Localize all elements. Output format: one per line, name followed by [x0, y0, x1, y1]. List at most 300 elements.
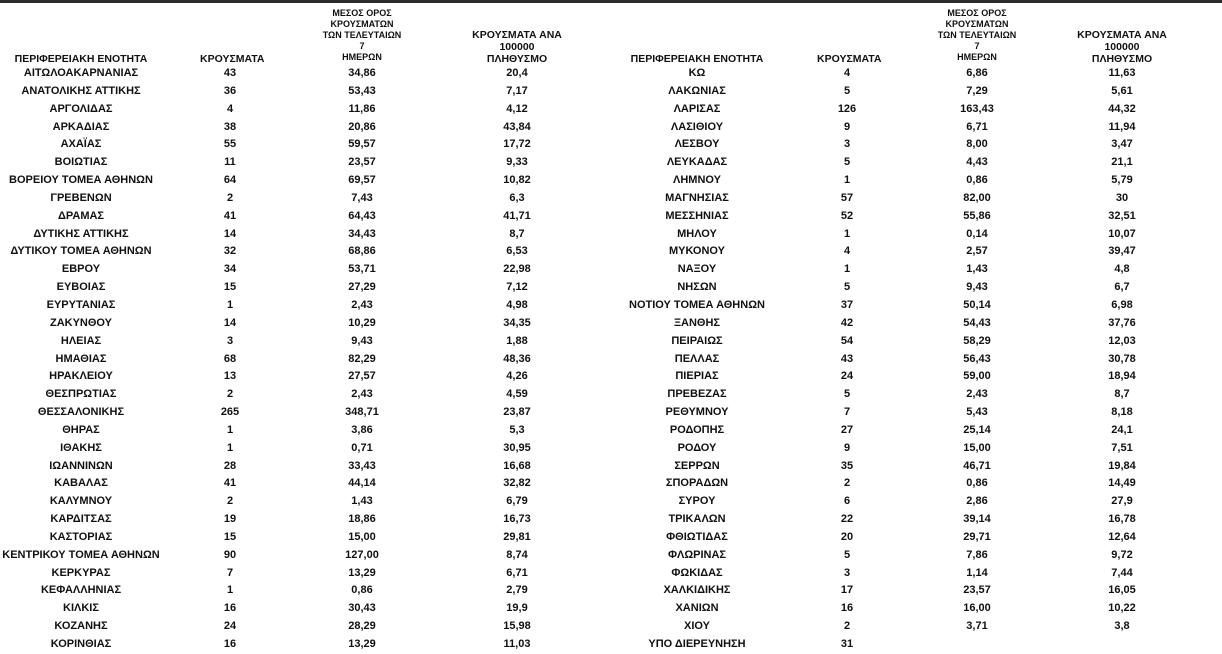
- table-row: [612, 65, 1222, 83]
- table-row: [612, 618, 1222, 636]
- region-cell: ΔΡΑΜΑΣ: [57, 209, 105, 222]
- table-row: [612, 565, 1222, 583]
- cases-cell: 5: [843, 388, 851, 401]
- per100k-cell: 19,9: [506, 602, 528, 615]
- region-cell: ΛΑΚΩΝΙΑΣ: [668, 84, 726, 97]
- left-table-body: [2, 65, 612, 654]
- avg7-cell: 1,14: [966, 566, 988, 579]
- per100k-cell: 17,72: [503, 138, 531, 151]
- region-cell: ΕΒΡΟΥ: [61, 263, 101, 276]
- avg7-cell: 23,57: [963, 584, 991, 597]
- avg7-cell: 39,14: [963, 513, 991, 526]
- cases-cell: 43: [840, 352, 854, 365]
- avg7-cell: 82,29: [348, 352, 376, 365]
- table-row: [612, 511, 1222, 529]
- table-row: [2, 618, 612, 636]
- region-cell: ΘΗΡΑΣ: [62, 423, 100, 436]
- cases-cell: 4: [226, 102, 234, 115]
- avg7-cell: 0,86: [351, 584, 373, 597]
- avg7-cell: 16,00: [963, 602, 991, 615]
- cases-cell: 57: [840, 191, 854, 204]
- cases-cell: 2: [843, 477, 851, 490]
- avg7-cell: 59,00: [963, 370, 991, 383]
- per100k-cell: 6,3: [509, 191, 525, 204]
- avg7-cell: 44,14: [348, 477, 376, 490]
- table-row: [2, 440, 612, 458]
- avg7-cell: 18,86: [348, 513, 376, 526]
- cases-cell: 24: [840, 370, 854, 383]
- cases-cell: 64: [223, 174, 237, 187]
- header-cases: ΚΡΟΥΣΜΑΤΑ: [200, 53, 265, 65]
- region-cell: ΤΡΙΚΑΛΩΝ: [668, 513, 726, 526]
- table-row: [612, 547, 1222, 565]
- avg7-cell: 348,71: [345, 406, 379, 419]
- per100k-cell: 30,95: [503, 441, 531, 454]
- avg7-cell: 34,43: [348, 227, 376, 240]
- region-cell: ΚΟΖΑΝΗΣ: [54, 620, 108, 633]
- region-cell: ΧΑΛΚΙΔΙΚΗΣ: [663, 584, 731, 597]
- cases-cell: 41: [223, 477, 237, 490]
- table-row: [612, 333, 1222, 351]
- avg7-cell: 13,29: [348, 638, 376, 650]
- avg7-cell: 9,43: [351, 334, 373, 347]
- region-cell: ΚΕΡΚΥΡΑΣ: [51, 566, 111, 579]
- table-row: [2, 83, 612, 101]
- cases-cell: 2: [843, 620, 851, 633]
- cases-cell: 68: [223, 352, 237, 365]
- cases-cell: 1: [226, 298, 234, 311]
- table-row: [612, 261, 1222, 279]
- table-row: [612, 119, 1222, 137]
- per100k-cell: 4,59: [506, 388, 528, 401]
- cases-cell: 24: [223, 620, 237, 633]
- cases-cell: 90: [223, 548, 237, 561]
- per100k-cell: 41,71: [503, 209, 531, 222]
- cases-cell: 37: [840, 298, 854, 311]
- avg7-cell: 4,43: [966, 156, 988, 169]
- region-cell: ΒΟΙΩΤΙΑΣ: [54, 156, 108, 169]
- per100k-cell: 11,94: [1108, 120, 1136, 133]
- avg7-cell: 1,43: [351, 495, 373, 508]
- cases-cell: 3: [843, 566, 851, 579]
- cases-cell: 34: [223, 263, 237, 276]
- table-row: [2, 101, 612, 119]
- table-row: [612, 315, 1222, 333]
- region-cell: ΡΟΔΟΥ: [677, 441, 717, 454]
- table-row: [2, 582, 612, 600]
- header-region: ΠΕΡΙΦΕΡΕΙΑΚΗ ΕΝΟΤΗΤΑ: [14, 53, 148, 65]
- avg7-cell: 29,71: [963, 530, 991, 543]
- region-cell: ΚΕΦΑΛΛΗΝΙΑΣ: [40, 584, 122, 597]
- per100k-cell: 1,88: [506, 334, 528, 347]
- header-per100k: ΚΡΟΥΣΜΑΤΑ ΑΝΑ 100000 ΠΛΗΘΥΣΜΟ: [1077, 29, 1167, 65]
- left-table-header: [2, 8, 612, 65]
- avg7-cell: 55,86: [963, 209, 991, 222]
- region-cell: ΧΙΟΥ: [684, 620, 710, 633]
- header-per100k: ΚΡΟΥΣΜΑΤΑ ΑΝΑ 100000 ΠΛΗΘΥΣΜΟ: [472, 29, 562, 65]
- per100k-cell: 16,78: [1108, 513, 1136, 526]
- region-cell: ΗΜΑΘΙΑΣ: [55, 352, 107, 365]
- region-cell: ΑΙΤΩΛΟΑΚΑΡΝΑΝΙΑΣ: [23, 67, 139, 79]
- per100k-cell: 2,79: [506, 584, 528, 597]
- avg7-cell: 15,00: [348, 530, 376, 543]
- table-row: [612, 386, 1222, 404]
- region-cell: ΙΘΑΚΗΣ: [60, 441, 102, 454]
- cases-cell: 28: [223, 459, 237, 472]
- table-row: [612, 582, 1222, 600]
- region-cell: ΦΘΙΩΤΙΔΑΣ: [666, 530, 728, 543]
- per100k-cell: 15,98: [503, 620, 531, 633]
- cases-cell: 9: [843, 120, 851, 133]
- right-table: [612, 8, 1222, 654]
- cases-cell: 42: [840, 316, 854, 329]
- right-table-header: [612, 8, 1222, 65]
- table-row: [2, 154, 612, 172]
- per100k-cell: 4,12: [506, 102, 528, 115]
- avg7-cell: 20,86: [348, 120, 376, 133]
- cases-cell: 5: [843, 548, 851, 561]
- avg7-cell: 34,86: [348, 67, 376, 79]
- avg7-cell: 53,71: [348, 263, 376, 276]
- cases-cell: 31: [840, 638, 854, 650]
- per100k-cell: 29,81: [503, 530, 531, 543]
- avg7-cell: 7,86: [966, 548, 988, 561]
- region-cell: ΜΥΚΟΝΟΥ: [668, 245, 726, 258]
- region-cell: ΖΑΚΥΝΘΟΥ: [49, 316, 113, 329]
- region-cell: ΡΕΘΥΜΝΟΥ: [665, 406, 729, 419]
- per100k-cell: 32,51: [1108, 209, 1136, 222]
- cases-cell: 1: [226, 584, 234, 597]
- avg7-cell: 127,00: [345, 548, 379, 561]
- cases-cell: 35: [840, 459, 854, 472]
- cases-cell: 6: [843, 495, 851, 508]
- region-cell: ΛΑΣΙΘΙΟΥ: [670, 120, 724, 133]
- per100k-cell: 22,98: [503, 263, 531, 276]
- cases-cell: 16: [223, 602, 237, 615]
- region-cell: ΚΕΝΤΡΙΚΟΥ ΤΟΜΕΑ ΑΘΗΝΩΝ: [2, 548, 160, 561]
- cases-cell: 1: [843, 227, 851, 240]
- table-row: [612, 136, 1222, 154]
- cases-cell: 5: [843, 84, 851, 97]
- table-row: [2, 226, 612, 244]
- cases-cell: 4: [843, 67, 851, 79]
- region-cell: ΜΕΣΣΗΝΙΑΣ: [665, 209, 729, 222]
- cases-cell: 55: [223, 138, 237, 151]
- avg7-cell: 64,43: [348, 209, 376, 222]
- region-cell: ΠΙΕΡΙΑΣ: [675, 370, 719, 383]
- cases-cell: 16: [840, 602, 854, 615]
- table-row: [2, 119, 612, 137]
- region-cell: ΛΑΡΙΣΑΣ: [673, 102, 721, 115]
- right-table-body: [612, 65, 1222, 654]
- region-cell: ΦΩΚΙΔΑΣ: [671, 566, 723, 579]
- avg7-cell: 163,43: [960, 102, 994, 115]
- per100k-cell: 8,7: [1114, 388, 1130, 401]
- per100k-cell: 18,94: [1108, 370, 1136, 383]
- avg7-cell: 27,57: [348, 370, 376, 383]
- cases-cell: 14: [223, 316, 237, 329]
- per100k-cell: 3,47: [1111, 138, 1133, 151]
- header-region: ΠΕΡΙΦΕΡΕΙΑΚΗ ΕΝΟΤΗΤΑ: [630, 53, 764, 65]
- table-row: [2, 565, 612, 583]
- per100k-cell: 8,7: [509, 227, 525, 240]
- cases-cell: 19: [223, 513, 237, 526]
- region-cell: ΞΑΝΘΗΣ: [673, 316, 721, 329]
- region-cell: ΔΥΤΙΚΟΥ ΤΟΜΕΑ ΑΘΗΝΩΝ: [10, 245, 152, 258]
- avg7-cell: 2,86: [966, 495, 988, 508]
- avg7-cell: 0,86: [966, 477, 988, 490]
- per100k-cell: 6,71: [506, 566, 528, 579]
- avg7-cell: 2,43: [351, 388, 373, 401]
- cases-cell: 1: [226, 423, 234, 436]
- top-border: [0, 0, 1222, 3]
- avg7-cell: 28,29: [348, 620, 376, 633]
- per100k-cell: 3,8: [1114, 620, 1130, 633]
- table-row: [2, 511, 612, 529]
- per100k-cell: 6,79: [506, 495, 528, 508]
- region-cell: ΠΡΕΒΕΖΑΣ: [667, 388, 727, 401]
- table-row: [2, 636, 612, 654]
- cases-cell: 4: [843, 245, 851, 258]
- region-cell: ΘΕΣΠΡΩΤΙΑΣ: [45, 388, 117, 401]
- avg7-cell: 11,86: [348, 102, 376, 115]
- cases-cell: 52: [840, 209, 854, 222]
- per100k-cell: 5,61: [1111, 84, 1133, 97]
- cases-cell: 54: [840, 334, 854, 347]
- table-row: [2, 65, 612, 83]
- region-cell: ΠΕΛΛΑΣ: [674, 352, 720, 365]
- region-cell: ΑΧΑΪΑΣ: [60, 138, 102, 151]
- table-row: [2, 172, 612, 190]
- header-cases: ΚΡΟΥΣΜΑΤΑ: [817, 53, 882, 65]
- cases-cell: 3: [226, 334, 234, 347]
- table-row: [612, 208, 1222, 226]
- avg7-cell: 23,57: [348, 156, 376, 169]
- region-cell: ΔΥΤΙΚΗΣ ΑΤΤΙΚΗΣ: [33, 227, 129, 240]
- avg7-cell: 6,86: [966, 67, 988, 79]
- per100k-cell: 21,1: [1111, 156, 1133, 169]
- avg7-cell: 7,43: [351, 191, 373, 204]
- per100k-cell: 48,36: [503, 352, 531, 365]
- per100k-cell: 20,4: [506, 67, 528, 79]
- avg7-cell: 5,43: [966, 406, 988, 419]
- table-row: [2, 261, 612, 279]
- avg7-cell: 54,43: [963, 316, 991, 329]
- avg7-cell: 50,14: [963, 298, 991, 311]
- region-cell: ΦΛΩΡΙΝΑΣ: [667, 548, 727, 561]
- table-row: [2, 208, 612, 226]
- region-cell: ΣΥΡΟΥ: [678, 495, 716, 508]
- per100k-cell: 8,74: [506, 548, 528, 561]
- cases-cell: 16: [223, 638, 237, 650]
- per100k-cell: 30,78: [1108, 352, 1136, 365]
- per100k-cell: 11,63: [1108, 67, 1136, 79]
- cases-cell: 7: [843, 406, 851, 419]
- table-row: [2, 386, 612, 404]
- region-cell: ΚΑΡΔΙΤΣΑΣ: [50, 513, 112, 526]
- table-row: [612, 279, 1222, 297]
- table-row: [612, 190, 1222, 208]
- cases-cell: 5: [843, 156, 851, 169]
- region-cell: ΕΥΡΥΤΑΝΙΑΣ: [46, 298, 116, 311]
- avg7-cell: 8,00: [966, 138, 988, 151]
- per100k-cell: 4,98: [506, 298, 528, 311]
- per100k-cell: 34,35: [503, 316, 531, 329]
- per100k-cell: 32,82: [503, 477, 531, 490]
- cases-cell: 38: [223, 120, 237, 133]
- region-cell: ΙΩΑΝΝΙΝΩΝ: [49, 459, 113, 472]
- per100k-cell: 23,87: [503, 406, 531, 419]
- table-row: [2, 475, 612, 493]
- per100k-cell: 16,73: [503, 513, 531, 526]
- cases-cell: 7: [226, 566, 234, 579]
- table-row: [612, 172, 1222, 190]
- region-cell: ΑΡΚΑΔΙΑΣ: [52, 120, 110, 133]
- table-row: [612, 636, 1222, 654]
- region-cell: ΝΗΣΩΝ: [677, 281, 717, 294]
- table-row: [612, 351, 1222, 369]
- avg7-cell: 3,86: [351, 423, 373, 436]
- region-cell: ΚΑΛΥΜΝΟΥ: [49, 495, 113, 508]
- header-avg7: ΜΕΣΟΣ ΟΡΟΣ ΚΡΟΥΣΜΑΤΩΝ ΤΩΝ ΤΕΛΕΥΤΑΙΩΝ 7 ΗΜΕΡΩΝ: [937, 8, 1017, 62]
- per100k-cell: 10,22: [1108, 602, 1136, 615]
- cases-cell: 1: [843, 263, 851, 276]
- avg7-cell: 0,71: [351, 441, 373, 454]
- table-row: [612, 368, 1222, 386]
- per100k-cell: 6,53: [506, 245, 528, 258]
- table-row: [2, 404, 612, 422]
- table-row: [2, 297, 612, 315]
- per100k-cell: 7,17: [506, 84, 528, 97]
- region-cell: ΛΗΜΝΟΥ: [673, 174, 721, 187]
- region-cell: ΠΕΙΡΑΙΩΣ: [671, 334, 723, 347]
- cases-cell: 126: [837, 102, 857, 115]
- cases-cell: 32: [223, 245, 237, 258]
- region-cell: ΚΙΛΚΙΣ: [63, 602, 99, 615]
- per100k-cell: 7,44: [1111, 566, 1133, 579]
- table-row: [2, 333, 612, 351]
- table-row: [2, 529, 612, 547]
- cases-cell: 2: [226, 495, 234, 508]
- table-row: [612, 458, 1222, 476]
- table-row: [612, 475, 1222, 493]
- per100k-cell: 16,68: [503, 459, 531, 472]
- per100k-cell: 4,26: [506, 370, 528, 383]
- region-cell: ΧΑΝΙΩΝ: [675, 602, 719, 615]
- table-row: [2, 600, 612, 618]
- region-cell: ΝΟΤΙΟΥ ΤΟΜΕΑ ΑΘΗΝΩΝ: [629, 298, 765, 311]
- per100k-cell: 7,12: [506, 281, 528, 294]
- table-row: [612, 440, 1222, 458]
- per100k-cell: 6,98: [1111, 298, 1133, 311]
- table-row: [2, 243, 612, 261]
- per100k-cell: 27,9: [1111, 495, 1133, 508]
- per100k-cell: 8,18: [1111, 406, 1133, 419]
- region-cell: ΣΕΡΡΩΝ: [674, 459, 720, 472]
- per100k-cell: 9,33: [506, 156, 528, 169]
- avg7-cell: 68,86: [348, 245, 376, 258]
- table-row: [612, 493, 1222, 511]
- cases-cell: 36: [223, 84, 237, 97]
- per100k-cell: 16,05: [1108, 584, 1136, 597]
- cases-cell: 2: [226, 388, 234, 401]
- table-row: [612, 83, 1222, 101]
- table-row: [612, 154, 1222, 172]
- avg7-cell: 13,29: [348, 566, 376, 579]
- per100k-cell: 39,47: [1108, 245, 1136, 258]
- region-cell: ΚΟΡΙΝΘΙΑΣ: [50, 638, 112, 650]
- cases-cell: 22: [840, 513, 854, 526]
- avg7-cell: 1,43: [966, 263, 988, 276]
- per100k-cell: 19,84: [1108, 459, 1136, 472]
- avg7-cell: 27,29: [348, 281, 376, 294]
- avg7-cell: 33,43: [348, 459, 376, 472]
- per100k-cell: 4,8: [1114, 263, 1130, 276]
- per100k-cell: 44,32: [1108, 102, 1136, 115]
- cases-cell: 13: [223, 370, 237, 383]
- table-row: [2, 351, 612, 369]
- avg7-cell: 69,57: [348, 174, 376, 187]
- region-cell: ΝΑΞΟΥ: [677, 263, 717, 276]
- table-row: [2, 422, 612, 440]
- cases-cell: 5: [843, 281, 851, 294]
- avg7-cell: 0,14: [966, 227, 988, 240]
- avg7-cell: 2,43: [351, 298, 373, 311]
- region-cell: ΛΕΥΚΑΔΑΣ: [666, 156, 728, 169]
- per100k-cell: 5,3: [509, 423, 525, 436]
- cases-cell: 2: [226, 191, 234, 204]
- region-cell: ΣΠΟΡΑΔΩΝ: [665, 477, 729, 490]
- cases-cell: 1: [843, 174, 851, 187]
- avg7-cell: 59,57: [348, 138, 376, 151]
- avg7-cell: 7,29: [966, 84, 988, 97]
- region-cell: ΗΡΑΚΛΕΙΟΥ: [49, 370, 113, 383]
- table-row: [612, 226, 1222, 244]
- header-avg7: ΜΕΣΟΣ ΟΡΟΣ ΚΡΟΥΣΜΑΤΩΝ ΤΩΝ ΤΕΛΕΥΤΑΙΩΝ 7 ΗΜΕΡΩΝ: [322, 8, 402, 62]
- per100k-cell: 12,03: [1108, 334, 1136, 347]
- avg7-cell: 3,71: [966, 620, 988, 633]
- region-cell: ΡΟΔΟΠΗΣ: [669, 423, 725, 436]
- table-row: [612, 404, 1222, 422]
- avg7-cell: 2,43: [966, 388, 988, 401]
- left-table: [2, 8, 612, 654]
- avg7-cell: 25,14: [963, 423, 991, 436]
- cases-cell: 265: [220, 406, 240, 419]
- per100k-cell: 7,51: [1111, 441, 1133, 454]
- region-cell: ΚΑΣΤΟΡΙΑΣ: [49, 530, 113, 543]
- cases-cell: 43: [223, 67, 237, 79]
- per100k-cell: 43,84: [503, 120, 531, 133]
- per100k-cell: 9,72: [1111, 548, 1133, 561]
- avg7-cell: 58,29: [963, 334, 991, 347]
- per100k-cell: 10,82: [503, 174, 531, 187]
- avg7-cell: 53,43: [348, 84, 376, 97]
- per100k-cell: 6,7: [1114, 281, 1130, 294]
- region-cell: ΑΝΑΤΟΛΙΚΗΣ ΑΤΤΙΚΗΣ: [21, 84, 141, 97]
- avg7-cell: 6,71: [966, 120, 988, 133]
- avg7-cell: 46,71: [963, 459, 991, 472]
- cases-cell: 1: [226, 441, 234, 454]
- region-cell: ΘΕΣΣΑΛΟΝΙΚΗΣ: [37, 406, 125, 419]
- table-row: [2, 279, 612, 297]
- avg7-cell: 10,29: [348, 316, 376, 329]
- region-cell: ΑΡΓΟΛΙΔΑΣ: [49, 102, 113, 115]
- region-cell: ΚΑΒΑΛΑΣ: [54, 477, 108, 490]
- region-cell: ΜΗΛΟΥ: [677, 227, 717, 240]
- per100k-cell: 12,64: [1108, 530, 1136, 543]
- cases-cell: 14: [223, 227, 237, 240]
- cases-cell: 9: [843, 441, 851, 454]
